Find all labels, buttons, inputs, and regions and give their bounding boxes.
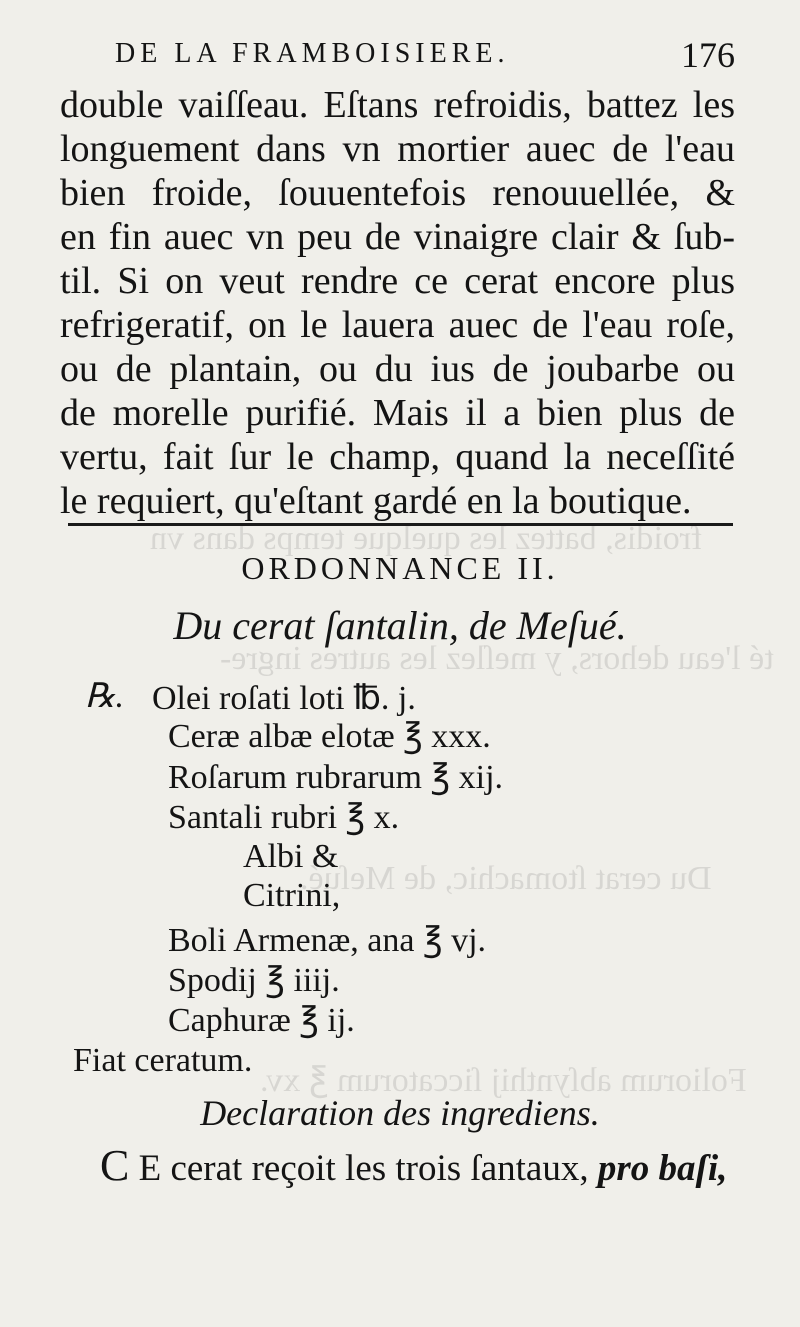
ingredient-line: Roſarum rubrarum ℥ xij.	[168, 759, 504, 796]
page-number: 176	[681, 35, 735, 75]
body-line: double vaiſſeau. Eſtans refroidis, battez les	[60, 84, 735, 126]
ingredient-line: Ceræ albæ elotæ ℥ xxx.	[168, 718, 491, 755]
running-title: DE LA FRAMBOISIERE.	[115, 38, 510, 69]
body-line: de morelle purifié. Mais il a bien plus de	[60, 392, 735, 434]
ingredient-line: Citrini,	[243, 877, 341, 914]
show-through-text: Foliorum abſynthij ſiccatorum ℥ xv.	[260, 1062, 747, 1099]
show-through-text: froidis, battez les quelque temps dans vn	[150, 520, 703, 557]
recipe-title: Du cerat ſantalin, de Meſué.	[173, 603, 627, 648]
show-through-text: té l'eau dehors, y meſlez les autres ingre-	[220, 640, 774, 677]
show-through-text: Du cerat ſtomachic, de Meſué.	[300, 860, 712, 897]
body-line: ou de plantain, ou du ius de joubarbe ou	[60, 348, 735, 390]
body-line: vertu, fait ſur le champ, quand la neceſſité	[60, 436, 735, 478]
paragraph-italic: pro baſi,	[597, 1148, 728, 1189]
ingredient-line: Olei roſati loti ℔. j.	[152, 680, 416, 717]
body-line: en fin auec vn peu de vinaigre clair & ſub-	[60, 216, 735, 258]
drop-cap: C	[100, 1141, 130, 1190]
declaration-heading: Declaration des ingrediens.	[200, 1093, 600, 1133]
body-line: le requiert, qu'eſtant gardé en la boutique.	[60, 480, 692, 522]
ingredient-line: Santali rubri ℥ x.	[168, 799, 400, 836]
paragraph-text: E cerat reçoit les trois ſantaux,	[138, 1148, 589, 1189]
section-rule	[68, 523, 733, 526]
body-line: bien froide, ſouuentefois renouuellée, &	[60, 172, 735, 214]
ingredient-line: Albi &	[243, 838, 339, 875]
fiat-line: Fiat ceratum.	[73, 1042, 253, 1079]
running-header	[115, 35, 735, 75]
body-line: refrigeratif, on le lauera auec de l'eau roſe,	[60, 304, 735, 346]
recipe-symbol: ℞.	[85, 678, 124, 715]
body-line: longuement dans vn mortier auec de l'eau	[60, 128, 735, 170]
ingredient-line: Spodij ℥ iiij.	[168, 962, 340, 999]
ordonnance-heading: ORDONNANCE II.	[241, 550, 559, 586]
paragraph-start	[100, 1140, 727, 1191]
ingredient-line: Caphuræ ℥ ij.	[168, 1002, 355, 1039]
ingredient-line: Boli Armenæ, ana ℥ vj.	[168, 922, 487, 959]
body-line: til. Si on veut rendre ce cerat encore plus	[60, 260, 735, 302]
